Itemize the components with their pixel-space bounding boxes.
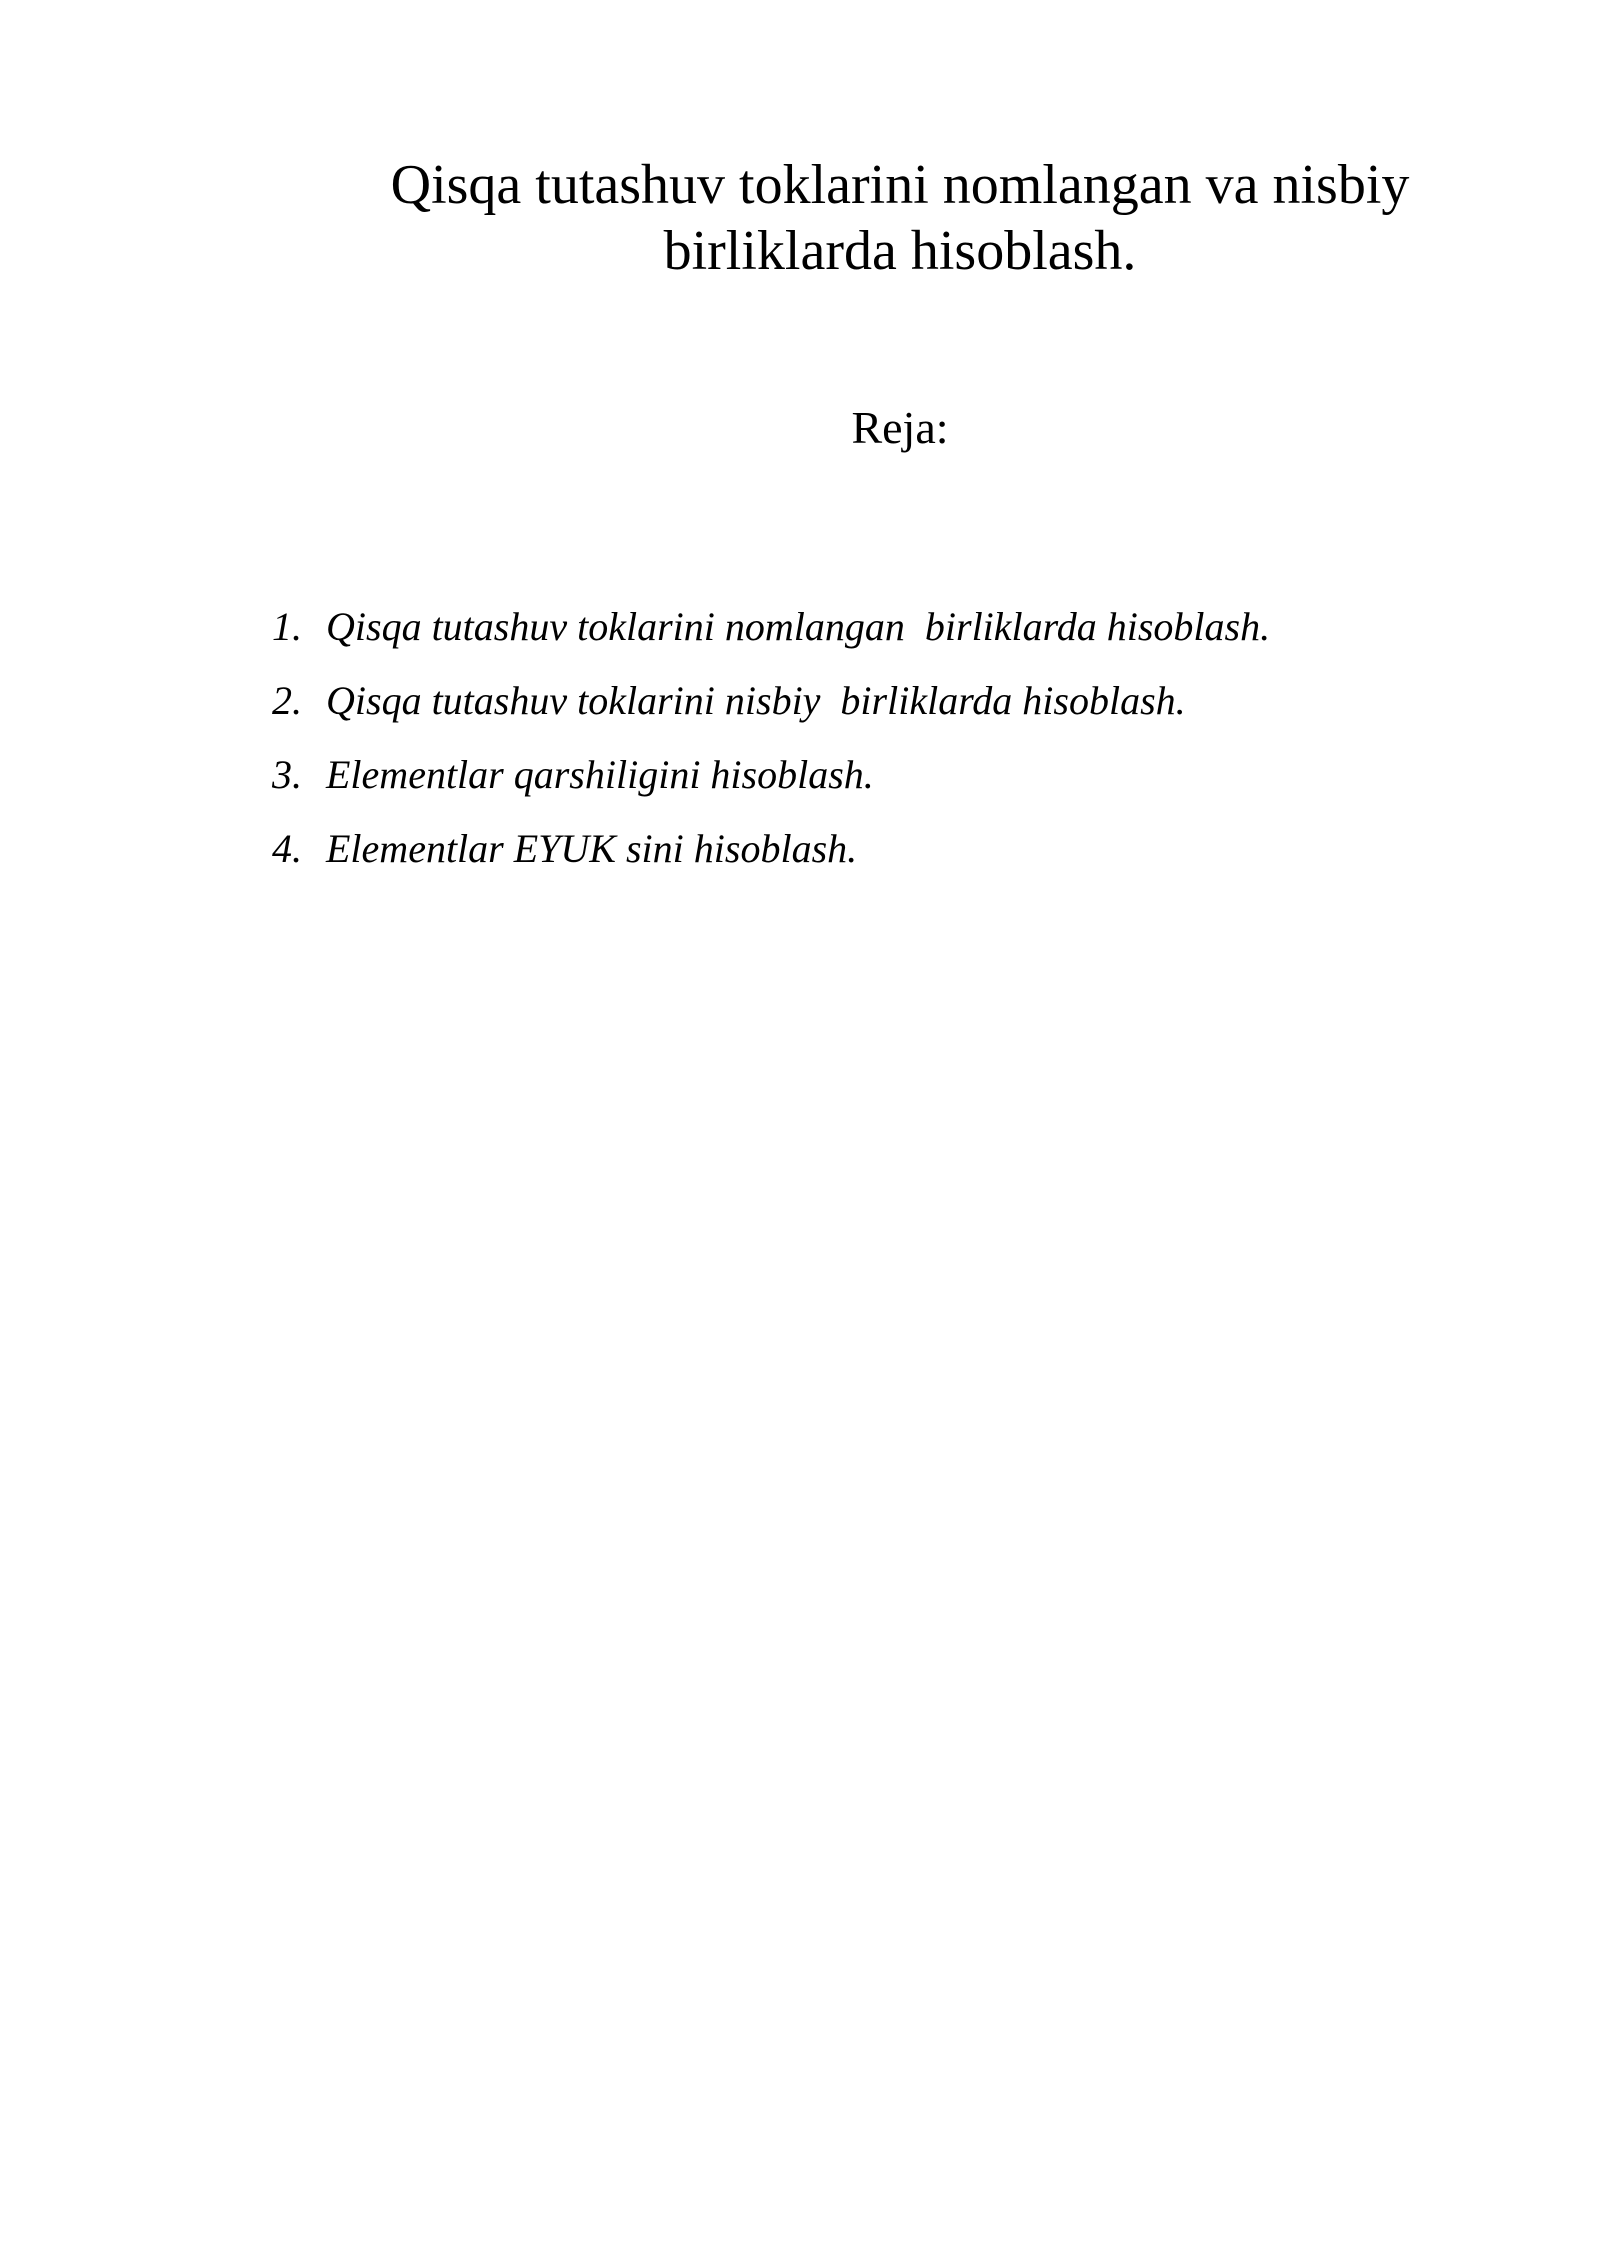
plan-item bbox=[272, 750, 1472, 800]
plan-item-number: 1. bbox=[272, 604, 302, 649]
plan-item bbox=[272, 824, 1472, 874]
plan-item-text: Elementlar qarshiligini hisoblash. bbox=[326, 752, 874, 797]
plan-item-text: Elementlar EYUK sini hisoblash. bbox=[326, 826, 858, 871]
plan-item-number: 4. bbox=[272, 826, 302, 871]
plan-item-number: 2. bbox=[272, 678, 302, 723]
plan-item-text: Qisqa tutashuv toklarini nisbiy birliklarda hisoblash. bbox=[326, 678, 1186, 723]
plan-item bbox=[272, 602, 1472, 652]
plan-item-text: Qisqa tutashuv toklarini nomlangan birliklarda hisoblash. bbox=[326, 604, 1271, 649]
plan-item-number: 3. bbox=[272, 752, 302, 797]
plan-heading: Reja: bbox=[851, 402, 949, 453]
plan-item bbox=[272, 676, 1472, 726]
document-title: Qisqa tutashuv toklarini nomlangan va nisbiy birliklarda hisoblash. bbox=[390, 154, 1410, 282]
plan-list bbox=[272, 602, 1472, 898]
